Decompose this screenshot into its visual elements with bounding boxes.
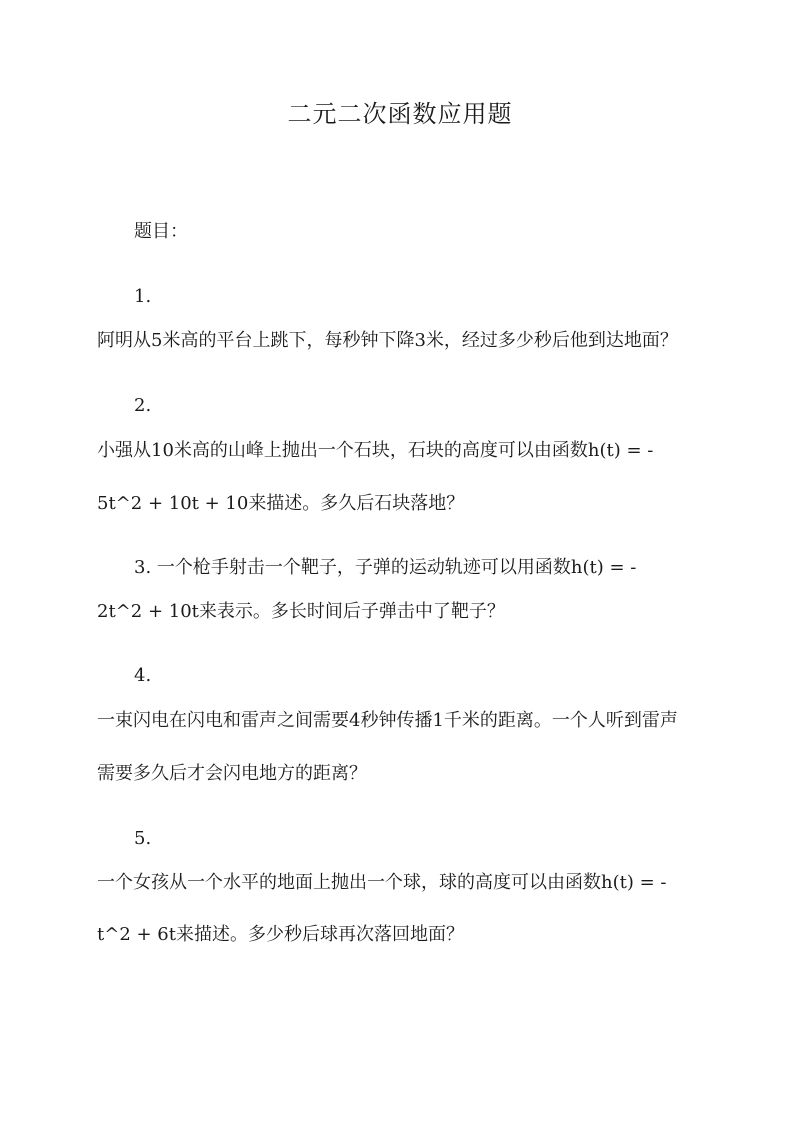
- problem-5-text-line-2: t^2 + 6t来描述。多少秒后球再次落回地面？: [97, 924, 464, 945]
- problem-2-number: 2.: [134, 395, 152, 416]
- section-heading: 题目：: [134, 221, 188, 242]
- problem-5-number: 5.: [134, 828, 152, 849]
- problem-5-text-line-1: 一个女孩从一个水平的地面上抛出一个球，球的高度可以由函数h(t) = -: [97, 872, 667, 893]
- problem-4-text-line-1: 一束闪电在闪电和雷声之间需要4秒钟传播1千米的距离。一个人听到雷声: [97, 710, 678, 731]
- problem-4-number: 4.: [134, 665, 152, 686]
- problem-3-text-line-1: 3. 一个枪手射击一个靶子，子弹的运动轨迹可以用函数h(t) = -: [134, 557, 637, 578]
- problem-2-text-line-2: 5t^2 + 10t + 10来描述。多久后石块落地？: [97, 493, 465, 514]
- problem-1-number: 1.: [134, 286, 152, 307]
- problem-2-text-line-1: 小强从10米高的山峰上抛出一个石块，石块的高度可以由函数h(t) = -: [97, 440, 654, 461]
- page-title: 二元二次函数应用题: [287, 100, 513, 128]
- problem-3-text-line-2: 2t^2 + 10t来表示。多长时间后子弹击中了靶子？: [97, 601, 505, 622]
- problem-1-text: 阿明从5米高的平台上跳下，每秒钟下降3米，经过多少秒后他到达地面？: [97, 330, 678, 351]
- problem-4-text-line-2: 需要多久后才会闪电地方的距离？: [97, 763, 367, 784]
